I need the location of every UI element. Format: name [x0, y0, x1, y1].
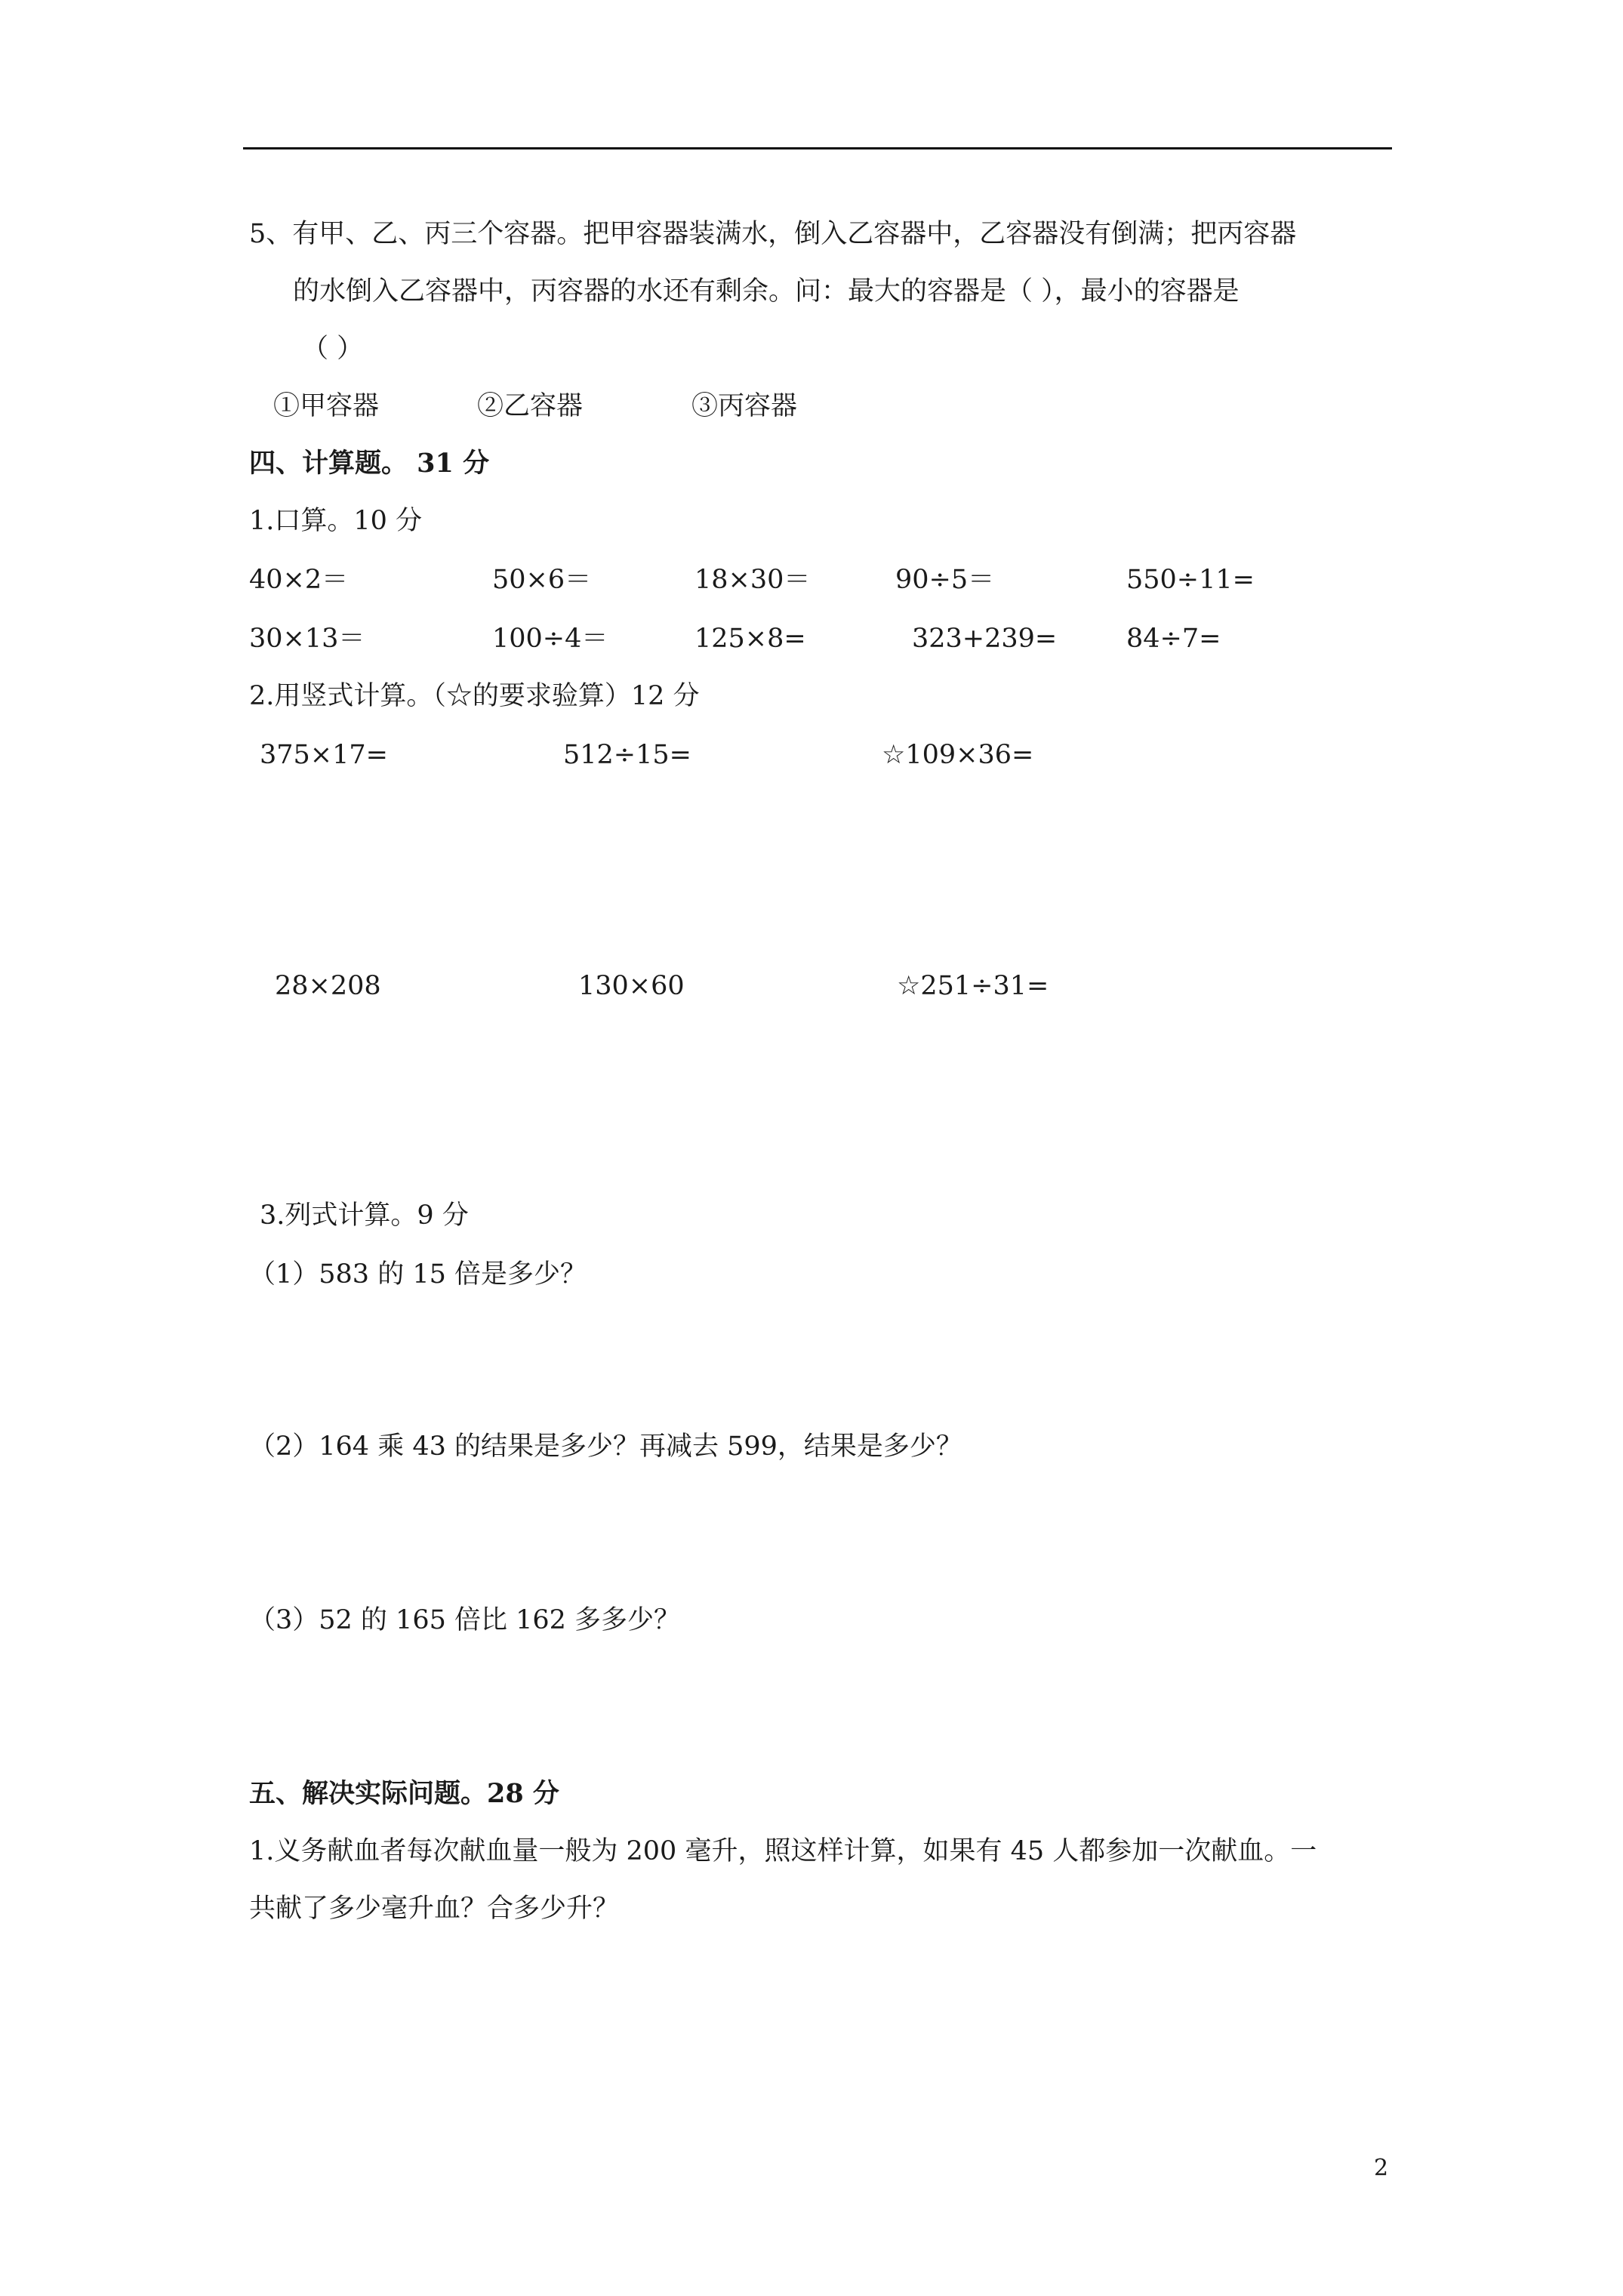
oral-r2-c5: 84÷7= [1126, 624, 1221, 654]
oral-r2-c1: 30×13＝ [249, 624, 365, 654]
oral-r1-c1: 40×2＝ [249, 565, 349, 595]
q5-line3: （ ） [302, 334, 364, 364]
q5-line1: 5、有甲、乙、丙三个容器。把甲容器装满水，倒入乙容器中，乙容器没有倒满；把丙容器 [249, 219, 1297, 249]
page-number: 2 [1374, 2155, 1389, 2181]
oral-r2-c2: 100÷4＝ [492, 624, 608, 654]
oral-r1-c4: 90÷5＝ [895, 565, 995, 595]
expression-item-1: （1）583 的 15 倍是多少？ [249, 1259, 587, 1290]
vertical-r2-c1: 28×208 [275, 971, 381, 1001]
vertical-heading: 2.用竖式计算。（☆的要求验算）12 分 [249, 681, 700, 711]
q5-option-2: ②乙容器 [477, 391, 584, 421]
q5-option-1: ①甲容器 [273, 391, 380, 421]
section4-title: 四、计算题。 31 分 [249, 448, 490, 479]
expression-item-3: （3）52 的 165 倍比 162 多多少？ [249, 1605, 681, 1635]
vertical-r1-c1: 375×17= [260, 740, 388, 770]
expressions-heading: 3.列式计算。9 分 [260, 1200, 469, 1231]
section5-title: 五、解决实际问题。28 分 [249, 1778, 559, 1809]
header-rule [243, 147, 1392, 149]
q5-line2: 的水倒入乙容器中，丙容器的水还有剩余。问：最大的容器是（ ），最小的容器是 [293, 276, 1240, 307]
oral-r1-c3: 18×30＝ [694, 565, 811, 595]
vertical-r2-c2: 130×60 [578, 971, 685, 1001]
q5-option-3: ③丙容器 [691, 391, 798, 421]
vertical-r1-c3: ☆109×36= [882, 740, 1034, 770]
expression-item-2: （2）164 乘 43 的结果是多少？再减去 599，结果是多少？ [249, 1432, 962, 1462]
section5-q1-line1: 1.义务献血者每次献血量一般为 200 毫升，照这样计算，如果有 45 人都参加一次献血。一 [249, 1836, 1317, 1866]
oral-r1-c5: 550÷11= [1126, 565, 1255, 595]
vertical-r1-c2: 512÷15= [563, 740, 691, 770]
oral-heading: 1.口算。10 分 [249, 506, 423, 536]
section5-q1-line2: 共献了多少毫升血？合多少升？ [249, 1894, 620, 1924]
oral-r2-c3: 125×8= [694, 624, 806, 654]
oral-r1-c2: 50×6＝ [492, 565, 592, 595]
vertical-r2-c3: ☆251÷31= [897, 971, 1049, 1001]
oral-r2-c4: 323+239= [912, 624, 1058, 654]
